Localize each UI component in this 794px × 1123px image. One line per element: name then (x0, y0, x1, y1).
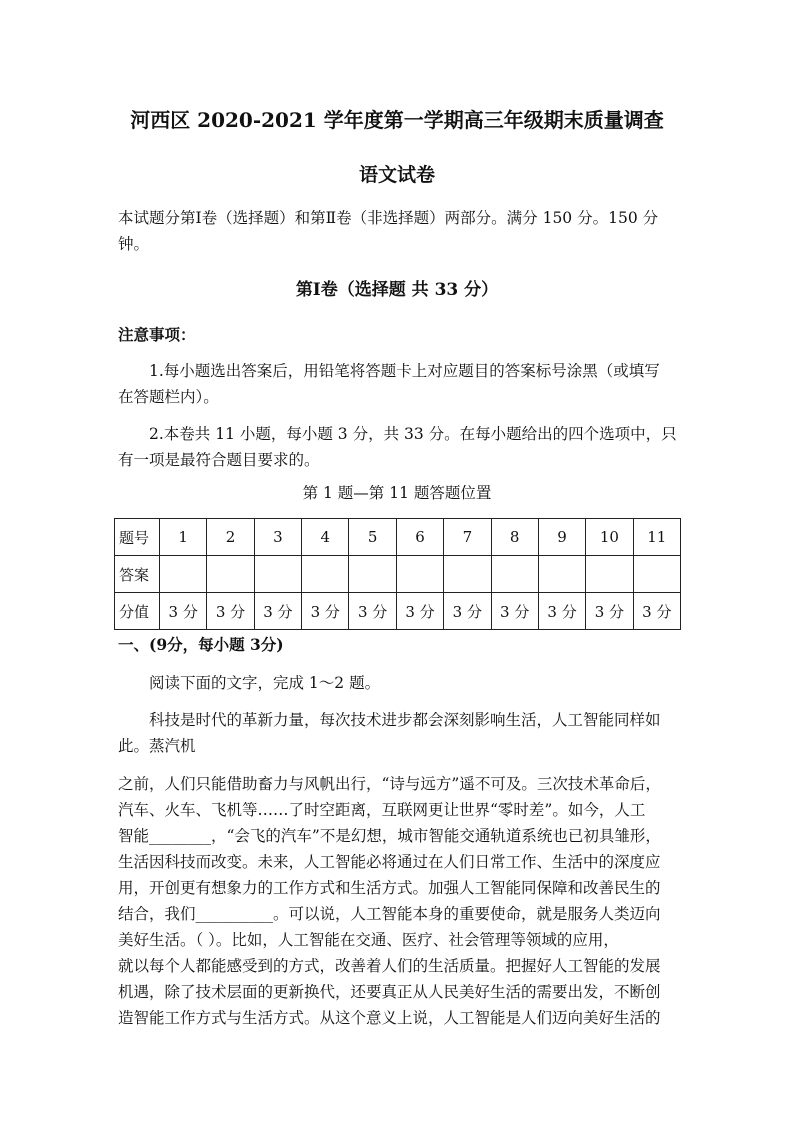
score-cell: 3 分 (444, 593, 491, 630)
notice-item-1-line-1: 1.每小题选出答案后，用铅笔将答题卡上对应题目的答案标号涂黑（或填写 (149, 362, 660, 380)
score-cell: 3 分 (538, 593, 585, 630)
score-cell: 3 分 (254, 593, 301, 630)
score-cell: 3 分 (491, 593, 538, 630)
passage-line: 用，开创更有想象力的工作方式和生活方式。加强人工智能同保障和改善民生的 (118, 879, 661, 897)
score-cell: 3 分 (396, 593, 443, 630)
question-number: 5 (349, 519, 396, 556)
question-number: 10 (586, 519, 633, 556)
exam-subtitle: 语文试卷 (358, 164, 435, 186)
question-number: 4 (302, 519, 349, 556)
passage-line: 智能________，“会飞的汽车”不是幻想，城市智能交通轨道系统也已初具雏形， (118, 827, 661, 845)
table-caption: 第 1 题—第 11 题答题位置 (302, 484, 492, 502)
table-row-answers (115, 556, 681, 593)
question-number: 11 (633, 519, 680, 556)
row-label-score: 分值 (115, 593, 160, 630)
exam-title: 河西区 2020-2021 学年度第一学期高三年级期末质量调查 (130, 108, 664, 132)
answer-table (114, 518, 681, 630)
row-label-number: 题号 (115, 519, 160, 556)
answer-cell[interactable] (207, 556, 254, 593)
score-cell: 3 分 (160, 593, 207, 630)
score-cell: 3 分 (633, 593, 680, 630)
question-number: 6 (396, 519, 443, 556)
intro-line-1: 本试题分第Ⅰ卷（选择题）和第Ⅱ卷（非选择题）两部分。满分 150 分。150 分 (118, 209, 659, 227)
passage-line: 之前，人们只能借助畜力与风帆出行，“诗与远方”遥不可及。三次技术革命后， (118, 775, 661, 793)
question-number: 3 (254, 519, 301, 556)
passage-line: 科技是时代的革新力量，每次技术进步都会深刻影响生活，人工智能同样如 (149, 711, 661, 729)
question-number: 9 (538, 519, 585, 556)
reading-instruction: 阅读下面的文字，完成 1～2 题。 (149, 674, 381, 692)
section-title: 第Ⅰ卷（选择题 共 33 分） (295, 280, 499, 300)
passage-line: 生活因科技而改变。未来，人工智能必将通过在人们日常工作、生活中的深度应 (118, 853, 661, 871)
table-row-scores (115, 593, 681, 630)
answer-cell[interactable] (396, 556, 443, 593)
answer-cell[interactable] (491, 556, 538, 593)
notice-item-2-line-2: 有一项是最符合题目要求的。 (118, 451, 320, 469)
passage-line: 美好生活。（ ）。比如，人工智能在交通、医疗、社会管理等领域的应用， (118, 931, 619, 949)
question-number: 1 (160, 519, 207, 556)
score-cell: 3 分 (349, 593, 396, 630)
intro-line-2: 钟。 (118, 235, 150, 253)
passage-line: 造智能工作方式与生活方式。从这个意义上说，人工智能是人们迈向美好生活的 (118, 1009, 661, 1027)
answer-cell[interactable] (444, 556, 491, 593)
answer-cell[interactable] (586, 556, 633, 593)
notice-label: 注意事项： (118, 325, 196, 344)
answer-cell[interactable] (633, 556, 680, 593)
answer-cell[interactable] (160, 556, 207, 593)
notice-item-1-line-2: 在答题栏内）。 (118, 388, 219, 406)
passage-line: 汽车、火车、飞机等……了时空距离，互联网更让世界“零时差”。如今，人工 (118, 801, 646, 819)
score-cell: 3 分 (302, 593, 349, 630)
passage-line: 此。蒸汽机 (118, 737, 196, 755)
passage-line: 机遇，除了技术层面的更新换代，还要真正从人民美好生活的需要出发，不断创 (118, 983, 661, 1001)
passage-line: 结合，我们__________。可以说，人工智能本身的重要使命，就是服务人类迈向 (118, 905, 661, 923)
row-label-answer: 答案 (115, 556, 160, 593)
answer-cell[interactable] (349, 556, 396, 593)
question-number: 2 (207, 519, 254, 556)
question-number: 7 (444, 519, 491, 556)
answer-cell[interactable] (538, 556, 585, 593)
passage-line: 就以每个人都能感受到的方式，改善着人们的生活质量。把握好人工智能的发展 (118, 957, 661, 975)
part-heading: 一、(9分，每小题 3分) (118, 635, 284, 654)
score-cell: 3 分 (207, 593, 254, 630)
score-cell: 3 分 (586, 593, 633, 630)
answer-cell[interactable] (254, 556, 301, 593)
notice-item-2-line-1: 2.本卷共 11 小题，每小题 3 分，共 33 分。在每小题给出的四个选项中，只 (149, 425, 677, 443)
question-number: 8 (491, 519, 538, 556)
table-row-numbers (115, 519, 681, 556)
answer-cell[interactable] (302, 556, 349, 593)
